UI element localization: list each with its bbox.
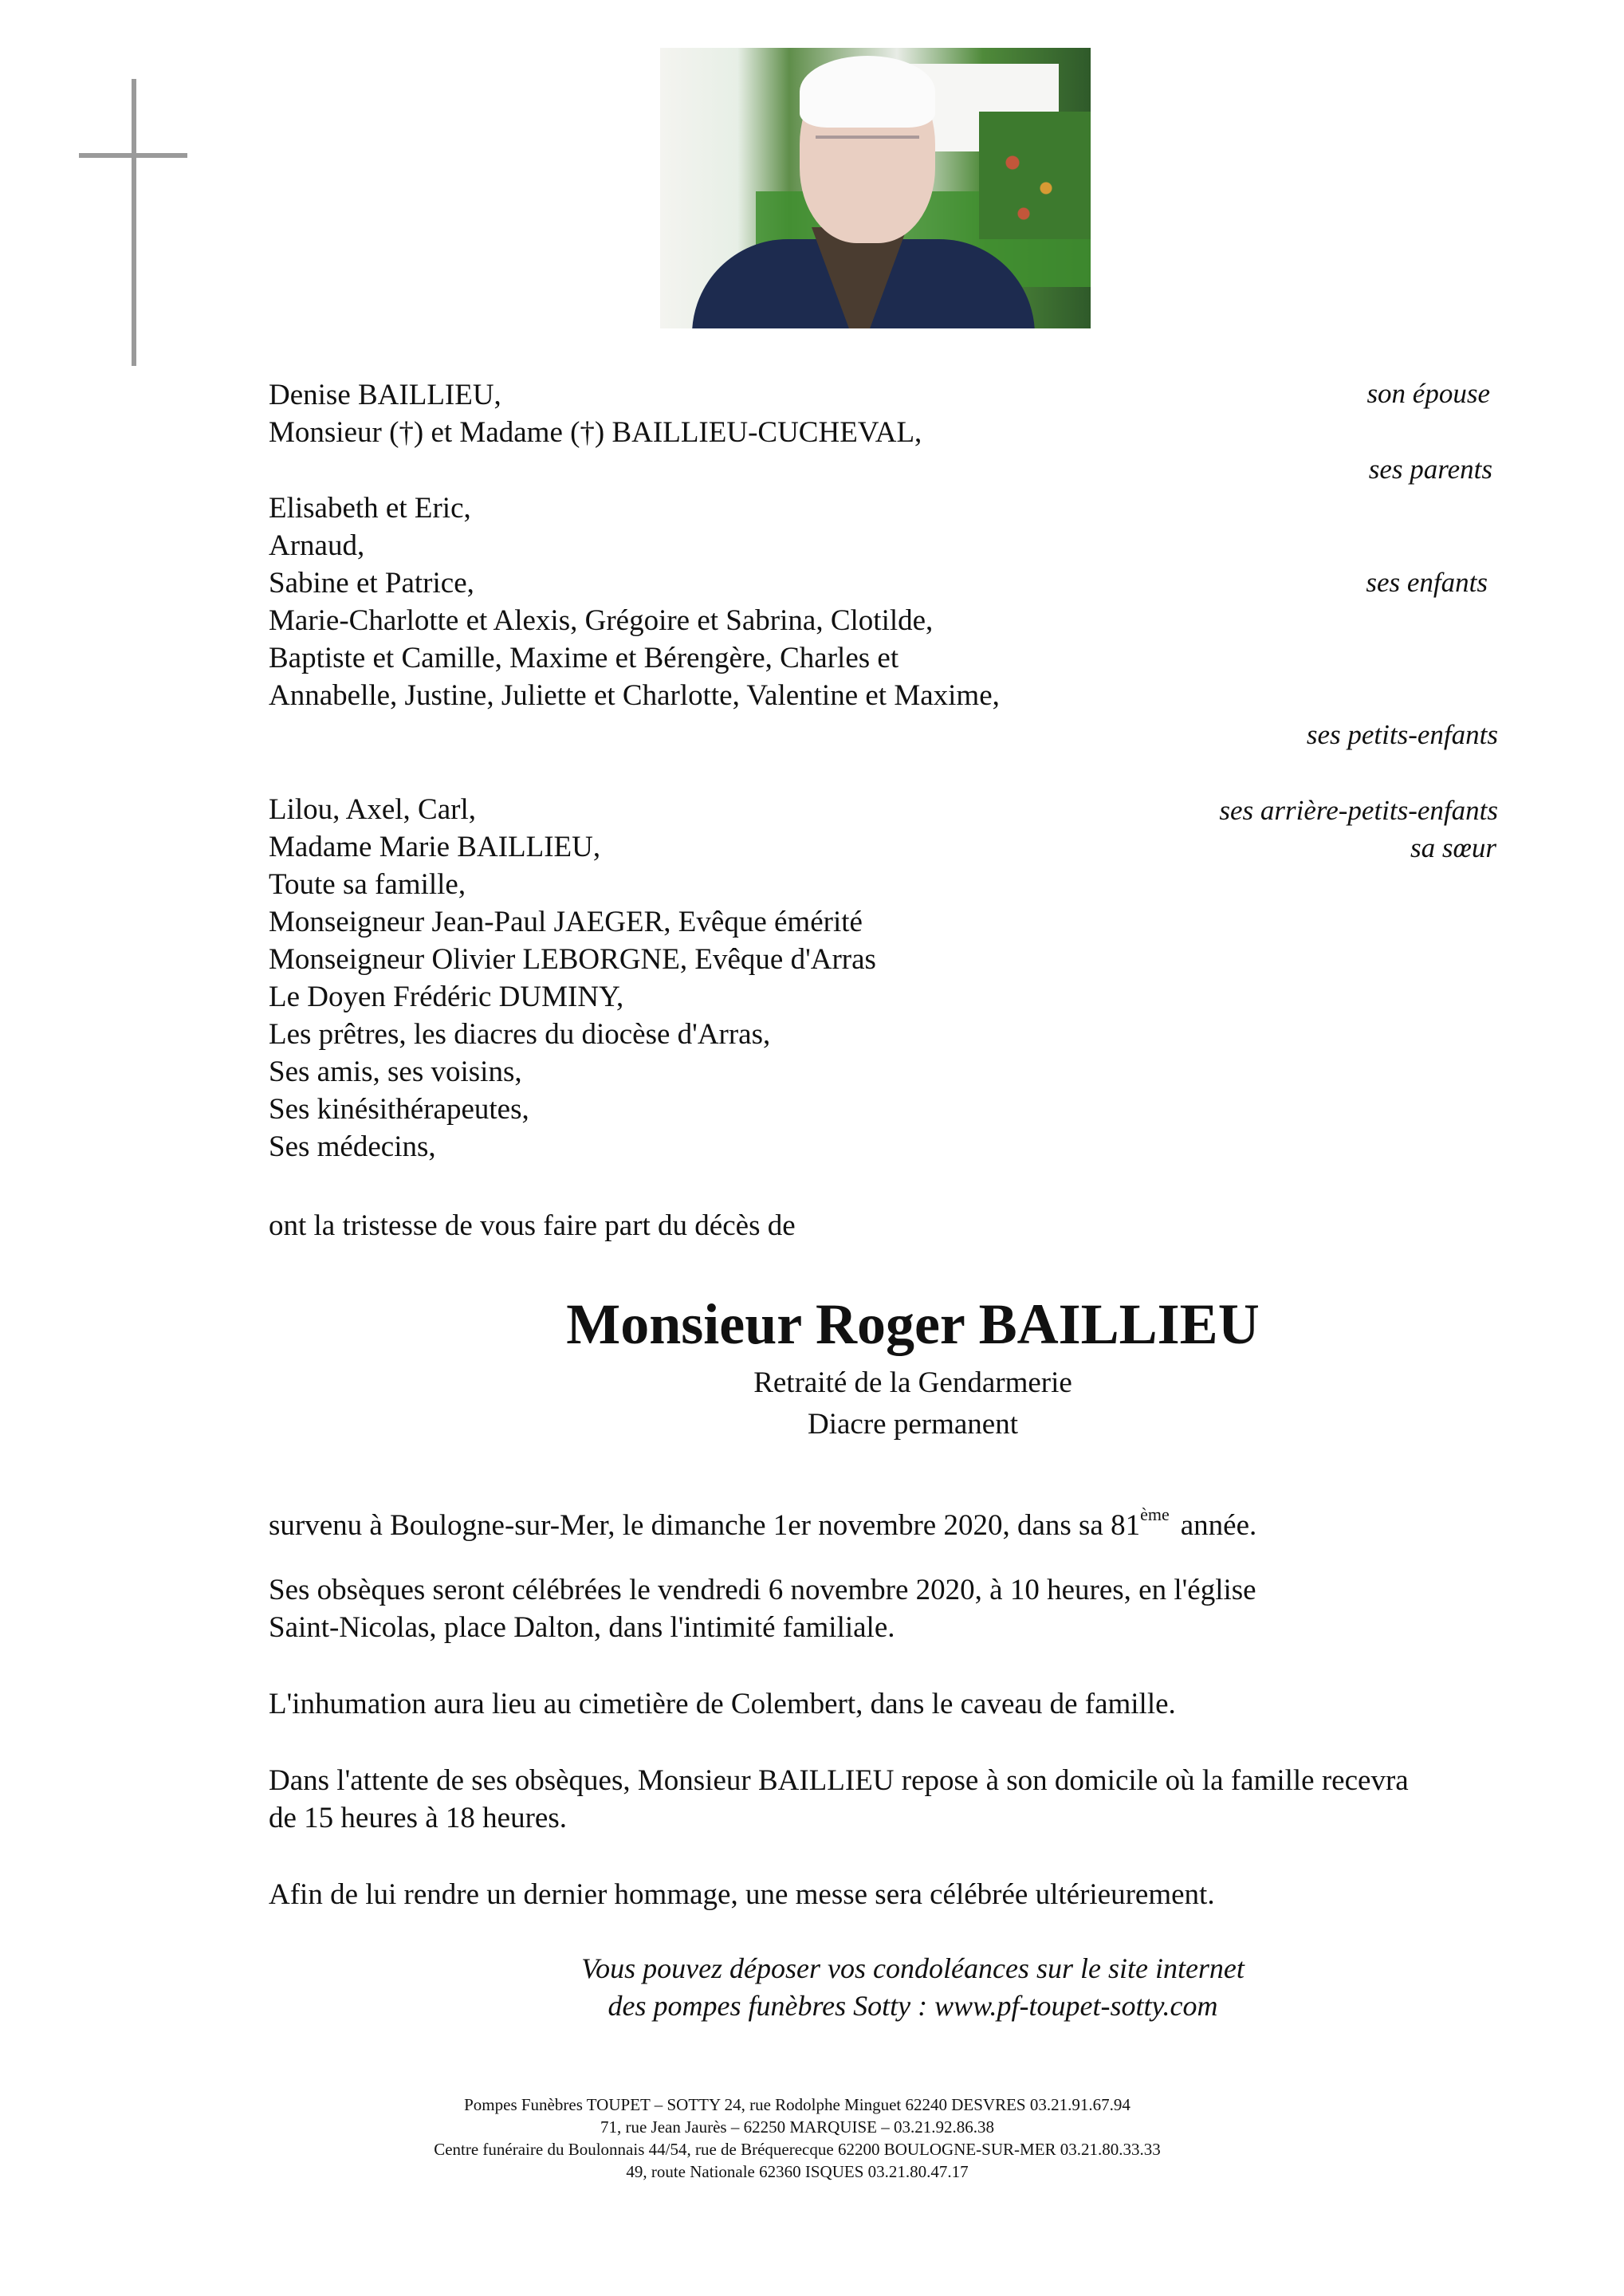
family-line: Ses amis, ses voisins,	[269, 1056, 522, 1088]
family-line: Marie-Charlotte et Alexis, Grégoire et Sabrina, Clotilde,	[269, 604, 934, 637]
footer-address-marquise: 71, rue Jean Jaurès – 62250 MARQUISE – 03.21.92.86.38	[600, 2117, 995, 2137]
photo-hair	[800, 56, 935, 128]
family-line: Arnaud,	[269, 529, 365, 562]
family-line: Monseigneur Olivier LEBORGNE, Evêque d'Arras	[269, 943, 876, 976]
death-details-end: année.	[1180, 1509, 1257, 1542]
family-line: Baptiste et Camille, Maxime et Bérengère, Charles et	[269, 642, 899, 674]
family-line: Le Doyen Frédéric DUMINY,	[269, 981, 624, 1013]
footer-address-boulogne: Centre funéraire du Boulonnais 44/54, rue de Bréquerecque 62200 BOULOGNE-SUR-MER 03.21.80.33.33	[434, 2140, 1161, 2159]
ordinal-suffix: ème	[1140, 1504, 1170, 1524]
family-line: Toute sa famille,	[269, 868, 466, 901]
mass-details: Afin de lui rendre un dernier hommage, une messe sera célébrée ultérieurement.	[269, 1878, 1215, 1911]
photo-flowers	[979, 112, 1091, 239]
footer-address-isques: 49, route Nationale 62360 ISQUES 03.21.80.47.17	[626, 2162, 969, 2181]
family-line: Elisabeth et Eric,	[269, 492, 471, 525]
family-line: Sabine et Patrice,	[269, 567, 474, 600]
relation-label: ses enfants	[1366, 567, 1488, 598]
deceased-title-gendarmerie: Retraité de la Gendarmerie	[753, 1366, 1072, 1399]
funeral-details-line-1: Ses obsèques seront célébrées le vendredi 6 novembre 2020, à 10 heures, en l'église	[269, 1574, 1256, 1606]
death-details	[269, 1496, 1256, 1545]
cross-icon-vertical	[132, 79, 136, 366]
burial-details: L'inhumation aura lieu au cimetière de Colembert, dans le caveau de famille.	[269, 1688, 1176, 1720]
family-line: Denise BAILLIEU,	[269, 379, 501, 411]
relation-label: ses parents	[1368, 454, 1492, 485]
condolences-line-2: des pompes funèbres Sotty : www.pf-toupet-sotty.com	[608, 1990, 1218, 2022]
family-line: Les prêtres, les diacres du diocèse d'Arras,	[269, 1018, 771, 1051]
deceased-name: Monsieur Roger BAILLIEU	[566, 1292, 1260, 1356]
portrait-photo	[660, 48, 1091, 328]
visitation-details-line-2: de 15 heures à 18 heures.	[269, 1802, 567, 1834]
relation-label: ses petits-enfants	[1306, 719, 1498, 750]
family-line: Ses médecins,	[269, 1130, 436, 1163]
funeral-details-line-2: Saint-Nicolas, place Dalton, dans l'intimité familiale.	[269, 1611, 895, 1644]
photo-glasses	[816, 136, 919, 139]
death-details-text: survenu à Boulogne-sur-Mer, le dimanche 1er novembre 2020, dans sa 81	[269, 1509, 1141, 1542]
relation-label: sa sœur	[1410, 832, 1496, 863]
deceased-title-diacre: Diacre permanent	[808, 1408, 1018, 1441]
relation-label: ses arrière-petits-enfants	[1219, 795, 1498, 826]
family-line: Madame Marie BAILLIEU,	[269, 831, 601, 863]
family-line: Ses kinésithérapeutes,	[269, 1093, 529, 1126]
footer-address-desvres: Pompes Funèbres TOUPET – SOTTY 24, rue Rodolphe Minguet 62240 DESVRES 03.21.91.67.94	[464, 2095, 1131, 2114]
relation-label: son épouse	[1366, 378, 1490, 409]
visitation-details-line-1: Dans l'attente de ses obsèques, Monsieur BAILLIEU repose à son domicile où la famille recevra	[269, 1764, 1409, 1797]
condolences-line-1: Vous pouvez déposer vos condoléances sur le site internet	[581, 1952, 1245, 1984]
cross-icon-horizontal	[79, 153, 187, 158]
family-line: Lilou, Axel, Carl,	[269, 793, 476, 826]
family-line: Annabelle, Justine, Juliette et Charlotte, Valentine et Maxime,	[269, 679, 1000, 712]
family-line: Monseigneur Jean-Paul JAEGER, Evêque émérité	[269, 906, 863, 938]
announcement-text: ont la tristesse de vous faire part du décès de	[269, 1209, 796, 1242]
family-line: Monsieur (†) et Madame (†) BAILLIEU-CUCHEVAL,	[269, 416, 922, 449]
